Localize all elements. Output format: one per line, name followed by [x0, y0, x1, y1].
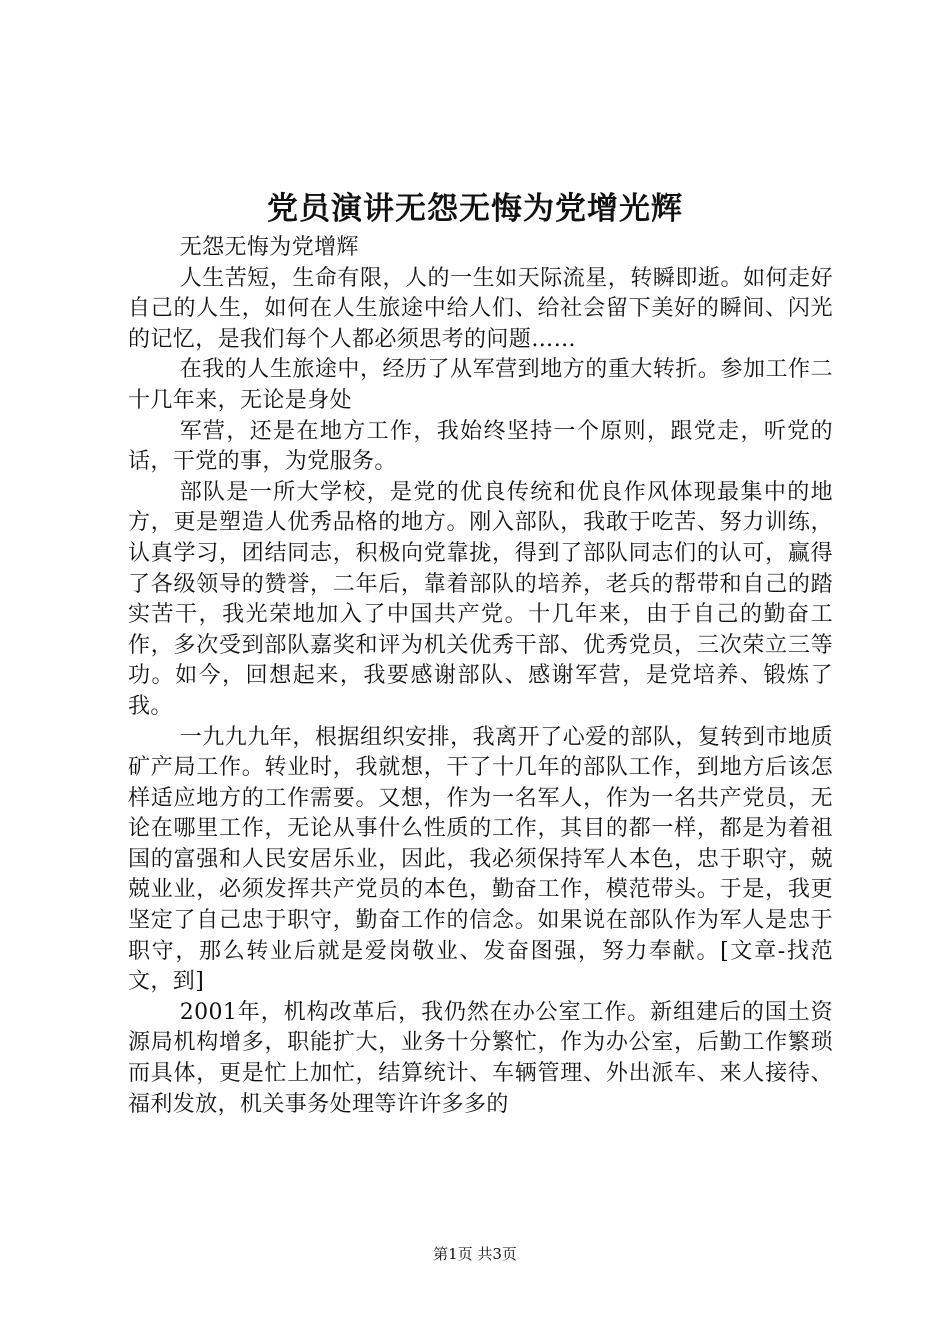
document-title: 党员演讲无怨无悔为党增光辉: [267, 191, 683, 227]
paragraph-subtitle: 无怨无悔为党增辉: [179, 235, 359, 260]
paragraph: 2001年，机构改革后，我仍然在办公室工作。新组建后的国土资源局机构增多，职能扩大，业务十分繁忙，作为办公室，后勤工作繁琐而具体，更是忙上加忙，结算统计、车辆管理、外出派车、来人接待、福利发放，机关事务处理等许许多多的: [128, 999, 833, 1117]
paragraph: 部队是一所大学校，是党的优良传统和优良作风体现最集中的地方，更是塑造人优秀品格的地方。刚入部队，我敢于吃苦、努力训练，认真学习，团结同志，积极向党靠拢，得到了部队同志们的认可，赢得了各级领导的赞誉，二年后，靠着部队的培养，老兵的帮带和自己的踏实苦干，我光荣地加入了中国共产党。十几年来，由于自己的勤奋工作，多次受到部队嘉奖和评为机关优秀干部、优秀党员，三次荣立三等功。如今，回想起来，我要感谢部队、感谢军营，是党培养、锻炼了我。: [128, 479, 833, 719]
paragraph: 军营，还是在地方工作，我始终坚持一个原则，跟党走，听党的话，干党的事，为党服务。: [128, 418, 833, 475]
paragraph: 一九九九年，根据组织安排，我离开了心爱的部队，复转到市地质矿产局工作。转业时，我就想，干了十几年的部队工作，到地方后该怎样适应地方的工作需要。又想，作为一名军人，作为一名共产党员，无论在哪里工作，无论从事什么性质的工作，其目的都一样，都是为着祖国的富强和人民安居乐业，因此，我必须保持军人本色，忠于职守，兢兢业业，必须发挥共产党员的本色，勤奋工作，模范带头。于是，我更坚定了自己忠于职守，勤奋工作的信念。如果说在部队作为军人是忠于职守，那么转业后就是爱岗敬业、发奋图强，努力奉献。[文章-找范文，到]: [128, 724, 833, 995]
paragraph: 在我的人生旅途中，经历了从军营到地方的重大转折。参加工作二十几年来，无论是身处: [128, 357, 833, 413]
page-number-footer: 第1页 共3页: [433, 1245, 517, 1263]
paragraph: 人生苦短，生命有限，人的一生如天际流星，转瞬即逝。如何走好自己的人生，如何在人生旅途中给人们、给社会留下美好的瞬间、闪光的记忆，是我们每个人都必须思考的问题……: [128, 265, 833, 352]
document-body: [128, 233, 833, 1120]
